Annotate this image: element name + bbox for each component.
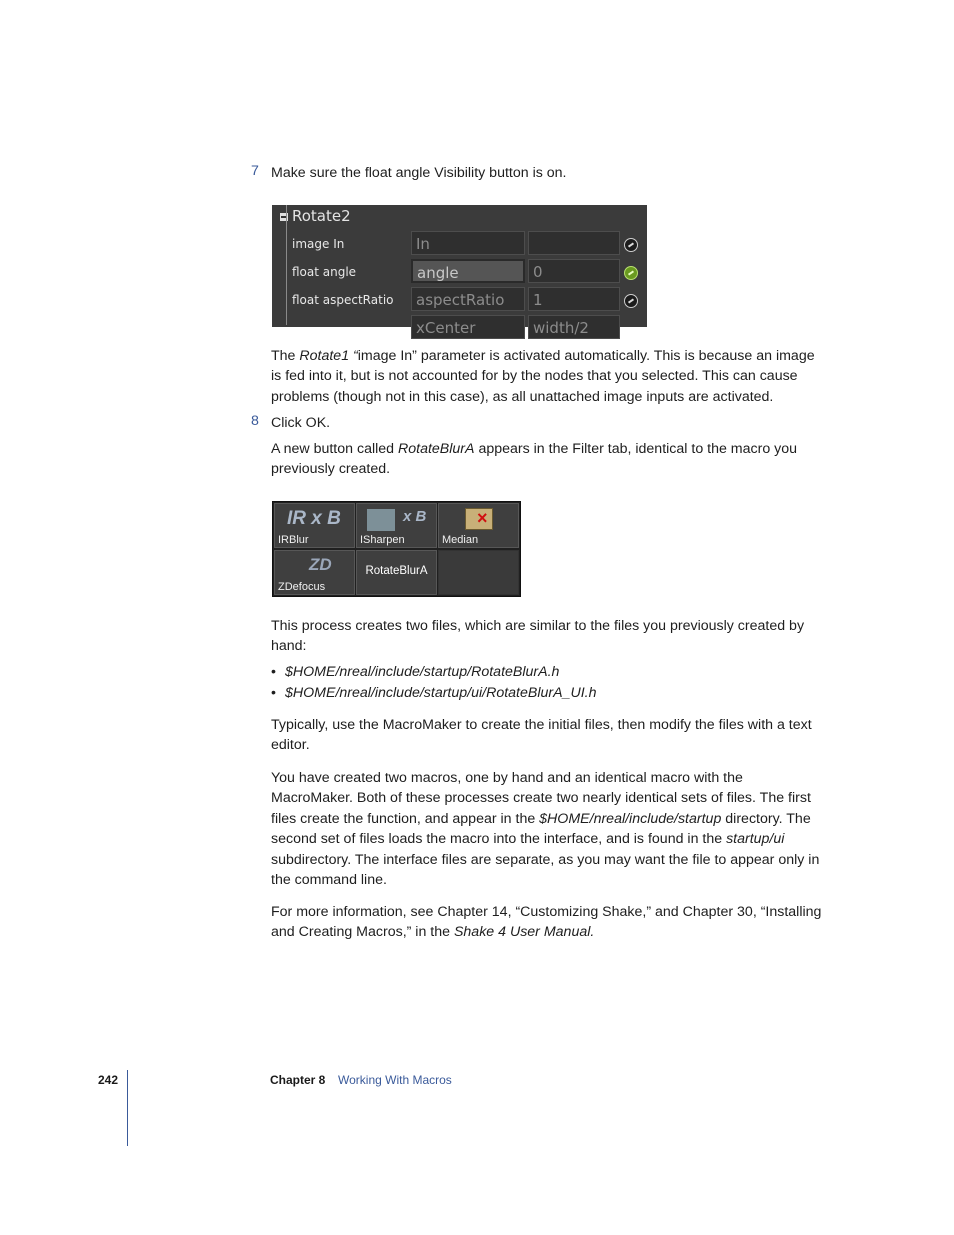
filter-button-empty bbox=[438, 550, 519, 595]
text-run: The bbox=[271, 348, 300, 364]
step-7-text: Make sure the float angle Visibility button is on. bbox=[271, 165, 567, 181]
filter-button-rotateblura bbox=[356, 550, 437, 595]
filter-button-label: RotateBlurA bbox=[365, 565, 428, 577]
filter-button-median bbox=[438, 503, 519, 548]
text-run: You have created two macros, one by hand and an identical macro with the MacroMaker. Both of these processes create two nearly identical sets of files. The first files create the function, and appear in the bbox=[271, 770, 811, 827]
text-run: image In” parameter is activated automatically. This is because an image is fed into it, but is not accounted for by the nodes that you selected. This can cause problems (though not in this case), as all unattached image inputs are activated. bbox=[271, 348, 815, 405]
paragraph-two-macros bbox=[271, 768, 827, 890]
param-row-image-in bbox=[272, 231, 647, 259]
paragraph-rotate-explanation bbox=[271, 346, 827, 407]
bullet-item-header-file bbox=[285, 662, 559, 682]
directory-path: $HOME/nreal/include/startup bbox=[539, 810, 722, 827]
param-row-float-aspect-ratio bbox=[272, 287, 647, 315]
paragraph-more-info bbox=[271, 902, 827, 943]
paragraph-new-button bbox=[271, 439, 827, 480]
directory-path: startup/ui bbox=[726, 831, 785, 848]
param-value-field: aspectRatio bbox=[411, 287, 525, 311]
param-value-field: angle bbox=[411, 259, 525, 283]
isharpen-icon-text: x B bbox=[403, 508, 427, 525]
param-value-field: xCenter bbox=[411, 315, 525, 339]
filter-button-label: ZDefocus bbox=[278, 581, 326, 593]
bullet-dot: • bbox=[271, 685, 276, 701]
file-path: $HOME/nreal/include/startup/ui/RotateBlurA_UI.h bbox=[285, 685, 597, 701]
filter-tab-screenshot bbox=[272, 501, 521, 597]
step-number-8: 8 bbox=[251, 413, 259, 429]
visibility-button-icon bbox=[624, 294, 638, 308]
node-name: Rotate1 “ bbox=[299, 348, 358, 364]
step-number-7: 7 bbox=[251, 163, 259, 179]
text-run: A new button called bbox=[271, 441, 398, 457]
param-row-partial bbox=[272, 315, 647, 343]
filter-button-label: Median bbox=[442, 534, 479, 546]
macro-name: RotateBlurA bbox=[398, 441, 475, 457]
node-title: Rotate2 bbox=[292, 207, 351, 225]
page-number: 242 bbox=[98, 1073, 119, 1087]
irblur-icon: IR x B bbox=[287, 508, 341, 529]
filter-button-irblur bbox=[274, 503, 355, 548]
footer-chapter-title: Working With Macros bbox=[338, 1073, 452, 1087]
param-value-field: In bbox=[411, 231, 525, 255]
param-label: float aspectRatio bbox=[292, 293, 394, 307]
param-extra-field: 1 bbox=[528, 287, 620, 311]
text-run: directory. The second set of files loads the macro into the interface, and is found in the bbox=[271, 810, 811, 848]
visibility-button-on-icon bbox=[624, 266, 638, 280]
file-path: $HOME/nreal/include/startup/RotateBlurA.h bbox=[285, 664, 560, 680]
bullet-dot: • bbox=[271, 664, 276, 680]
bullet-item-ui-file bbox=[285, 683, 597, 703]
parameter-panel-screenshot bbox=[272, 205, 647, 337]
text-run: subdirectory. The interface files are separate, as you may want the file to appear only in the command line. bbox=[271, 851, 820, 889]
param-extra-field bbox=[528, 231, 620, 255]
visibility-button-icon bbox=[624, 238, 638, 252]
param-extra-field: width/2 bbox=[528, 315, 620, 339]
text-run: appears in the Filter tab, identical to the macro you previously created. bbox=[271, 441, 798, 478]
paragraph-macromaker-usage: Typically, use the MacroMaker to create the initial files, then modify the files with a text editor. bbox=[271, 717, 812, 754]
footer-chapter: Chapter 8 bbox=[270, 1073, 326, 1087]
text-run: For more information, see Chapter 14, “Customizing Shake,” and Chapter 30, “Installing and Creating Macros,” in the bbox=[271, 904, 822, 941]
param-extra-field: 0 bbox=[528, 259, 620, 283]
manual-title: Shake 4 User Manual. bbox=[453, 924, 595, 941]
filter-button-label: ISharpen bbox=[360, 534, 405, 546]
zdefocus-icon: ZD bbox=[309, 555, 332, 574]
median-icon: × bbox=[465, 508, 493, 530]
step-8-text: Click OK. bbox=[271, 415, 331, 431]
param-row-float-angle bbox=[272, 259, 647, 287]
filter-button-label: IRBlur bbox=[278, 534, 309, 546]
filter-button-isharpen bbox=[356, 503, 437, 548]
param-label: image In bbox=[292, 237, 345, 251]
paragraph-two-files: This process creates two files, which are similar to the files you previously created by hand: bbox=[271, 618, 805, 655]
param-label: float angle bbox=[292, 265, 357, 279]
isharpen-icon bbox=[367, 509, 395, 531]
footer-divider bbox=[127, 1070, 128, 1146]
filter-button-zdefocus bbox=[274, 550, 355, 595]
